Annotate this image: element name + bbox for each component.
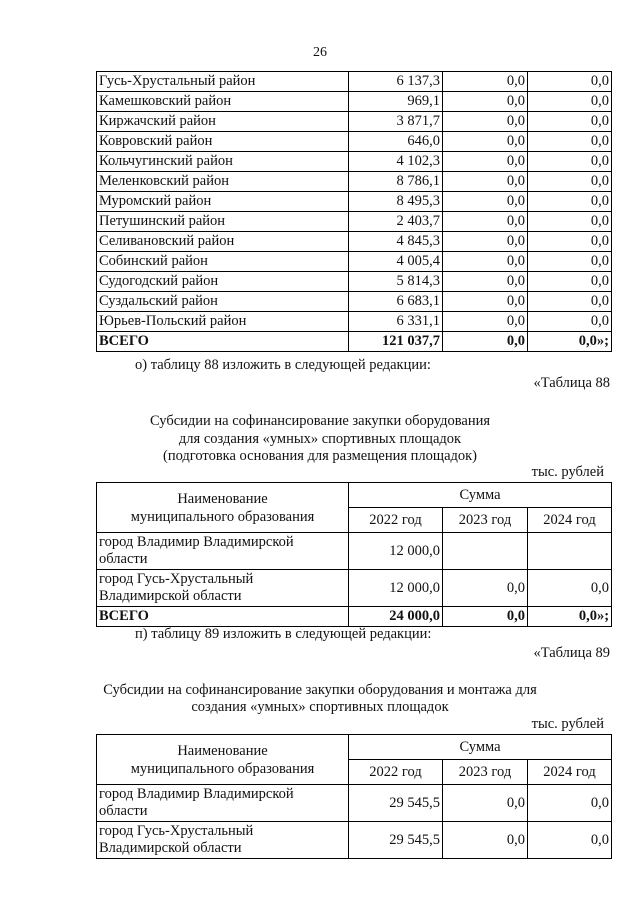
table88-header-year-2023: 2023 год [443, 508, 528, 533]
table88-row-1-2024 [528, 533, 612, 570]
table88-row-1-name [97, 533, 349, 570]
value-2023: 0,0 [443, 132, 528, 152]
table-row [97, 312, 612, 332]
table-row [97, 152, 612, 172]
value-2022: 5 814,3 [349, 272, 443, 292]
table-row [97, 212, 612, 232]
value-2024: 0,0 [528, 252, 612, 272]
value-2024: 0,0 [528, 72, 612, 92]
table88-row-1-2023 [443, 533, 528, 570]
table89-units: тыс. рублей [531, 716, 604, 732]
table89-row-1-2024: 0,0 [528, 785, 612, 822]
table-row [97, 132, 612, 152]
table88 [96, 482, 612, 627]
table-row [97, 192, 612, 212]
value-2022: 4 005,4 [349, 252, 443, 272]
district-name: Кольчугинский район [97, 152, 349, 172]
district-name: Юрьев-Польский район [97, 312, 349, 332]
district-name: Судогодский район [97, 272, 349, 292]
page-number: 26 [313, 45, 327, 60]
table89-header-sum: Сумма [349, 735, 612, 760]
district-name: Ковровский район [97, 132, 349, 152]
value-2023: 0,0 [443, 192, 528, 212]
table88-units: тыс. рублей [531, 464, 604, 480]
value-2023: 0,0 [443, 272, 528, 292]
table88-header-name-line1: Наименование [177, 490, 268, 507]
value-2024: 0,0 [528, 132, 612, 152]
value-2022: 969,1 [349, 92, 443, 112]
value-2023: 0,0 [443, 212, 528, 232]
table89-title-line-1: Субсидии на софинансирование закупки оборудования и монтажа для [103, 682, 537, 698]
value-2022: 2 403,7 [349, 212, 443, 232]
table88-row-2-2024: 0,0 [528, 570, 612, 607]
value-2022: 4 845,3 [349, 232, 443, 252]
districts-table-body [97, 72, 612, 352]
value-2023: 0,0 [443, 152, 528, 172]
value-2022: 646,0 [349, 132, 443, 152]
table88-title-line-2: для создания «умных» спортивных площадок [178, 431, 462, 447]
table89-header-name [97, 735, 349, 785]
value-2022: 8 786,1 [349, 172, 443, 192]
value-2023: 0,0 [443, 292, 528, 312]
table-row [97, 292, 612, 312]
value-2024: 0,0 [528, 92, 612, 112]
value-2024: 0,0 [528, 112, 612, 132]
table89-row-1-2022: 29 545,5 [349, 785, 443, 822]
district-name: Гусь-Хрустальный район [97, 72, 349, 92]
table89-row-2-name-line1: город Гусь-Хрустальный [99, 823, 254, 839]
districts-table [96, 71, 612, 352]
table88-row-2-name [97, 570, 349, 607]
value-2023: 0,0 [443, 92, 528, 112]
value-2023: 0,0 [443, 312, 528, 332]
table89-row-2-2024: 0,0 [528, 822, 612, 859]
table88-row-1-name-line2: области [99, 551, 148, 567]
value-2024: 0,0 [528, 172, 612, 192]
table89-row-2-2023: 0,0 [443, 822, 528, 859]
table89-row-1-name-line1: город Владимир Владимирской [99, 786, 294, 802]
table89-header-year-2024: 2024 год [528, 760, 612, 785]
value-2023: 0,0 [443, 172, 528, 192]
table89-title-line-2: создания «умных» спортивных площадок [191, 699, 449, 715]
table88-label: «Таблица 88 [533, 375, 610, 391]
value-2024: 0,0 [528, 272, 612, 292]
value-2022: 3 871,7 [349, 112, 443, 132]
table88-header-sum: Сумма [349, 483, 612, 508]
table88-total-2023: 0,0 [443, 607, 528, 627]
value-2023: 0,0 [443, 252, 528, 272]
value-2023: 0,0 [443, 72, 528, 92]
district-name: Собинский район [97, 252, 349, 272]
table88-row-1-2022: 12 000,0 [349, 533, 443, 570]
table89-header-name-line1: Наименование [177, 742, 268, 759]
table88-title-line-1: Субсидии на софинансирование закупки оборудования [149, 413, 491, 429]
table88-row-1-name-line1: город Владимир Владимирской [99, 534, 294, 550]
district-name: Муромский район [97, 192, 349, 212]
total-2023: 0,0 [443, 332, 528, 352]
table89-row-1-name-line2: области [99, 803, 148, 819]
value-2024: 0,0 [528, 212, 612, 232]
instruction-p: п) таблицу 89 изложить в следующей редакции: [135, 626, 432, 642]
district-name: Селивановский район [97, 232, 349, 252]
value-2024: 0,0 [528, 312, 612, 332]
table89-row-2-2022: 29 545,5 [349, 822, 443, 859]
table88-header-year-2024: 2024 год [528, 508, 612, 533]
value-2022: 8 495,3 [349, 192, 443, 212]
table89-label: «Таблица 89 [533, 645, 610, 661]
table88-row-2-name-line2: Владимирской области [99, 588, 242, 604]
value-2024: 0,0 [528, 292, 612, 312]
table88-total-2024: 0,0»; [528, 607, 612, 627]
table-row [97, 72, 612, 92]
table89-header-year-2023: 2023 год [443, 760, 528, 785]
table88-row-2-2022: 12 000,0 [349, 570, 443, 607]
table88-row-2-name-line1: город Гусь-Хрустальный [99, 571, 254, 587]
value-2022: 4 102,3 [349, 152, 443, 172]
value-2024: 0,0 [528, 192, 612, 212]
table89-header-year-2022: 2022 год [349, 760, 443, 785]
table88-total-label: ВСЕГО [97, 607, 349, 627]
table-row [97, 252, 612, 272]
total-row [97, 332, 612, 352]
value-2022: 6 137,3 [349, 72, 443, 92]
table89-header-name-line2: муниципального образования [130, 760, 315, 777]
value-2022: 6 683,1 [349, 292, 443, 312]
table89 [96, 734, 612, 859]
table88-row-2-2023: 0,0 [443, 570, 528, 607]
district-name: Камешковский район [97, 92, 349, 112]
instruction-o: о) таблицу 88 изложить в следующей редакции: [135, 357, 431, 373]
district-name: Петушинский район [97, 212, 349, 232]
table-row [97, 112, 612, 132]
table88-title-line-3: (подготовка основания для размещения площадок) [162, 448, 478, 464]
total-label: ВСЕГО [97, 332, 349, 352]
table89-row-1-name [97, 785, 349, 822]
value-2023: 0,0 [443, 112, 528, 132]
total-2022: 121 037,7 [349, 332, 443, 352]
table89-row-1-2023: 0,0 [443, 785, 528, 822]
value-2023: 0,0 [443, 232, 528, 252]
district-name: Меленковский район [97, 172, 349, 192]
table88-total-2022: 24 000,0 [349, 607, 443, 627]
table88-header-name [97, 483, 349, 533]
district-name: Киржачский район [97, 112, 349, 132]
total-2024: 0,0»; [528, 332, 612, 352]
value-2022: 6 331,1 [349, 312, 443, 332]
table-row [97, 172, 612, 192]
district-name: Суздальский район [97, 292, 349, 312]
value-2024: 0,0 [528, 232, 612, 252]
table-row [97, 232, 612, 252]
table88-header-name-line2: муниципального образования [130, 508, 315, 525]
table-row [97, 92, 612, 112]
table89-row-2-name-line2: Владимирской области [99, 840, 242, 856]
value-2024: 0,0 [528, 152, 612, 172]
table-row [97, 272, 612, 292]
table89-row-2-name [97, 822, 349, 859]
table88-header-year-2022: 2022 год [349, 508, 443, 533]
